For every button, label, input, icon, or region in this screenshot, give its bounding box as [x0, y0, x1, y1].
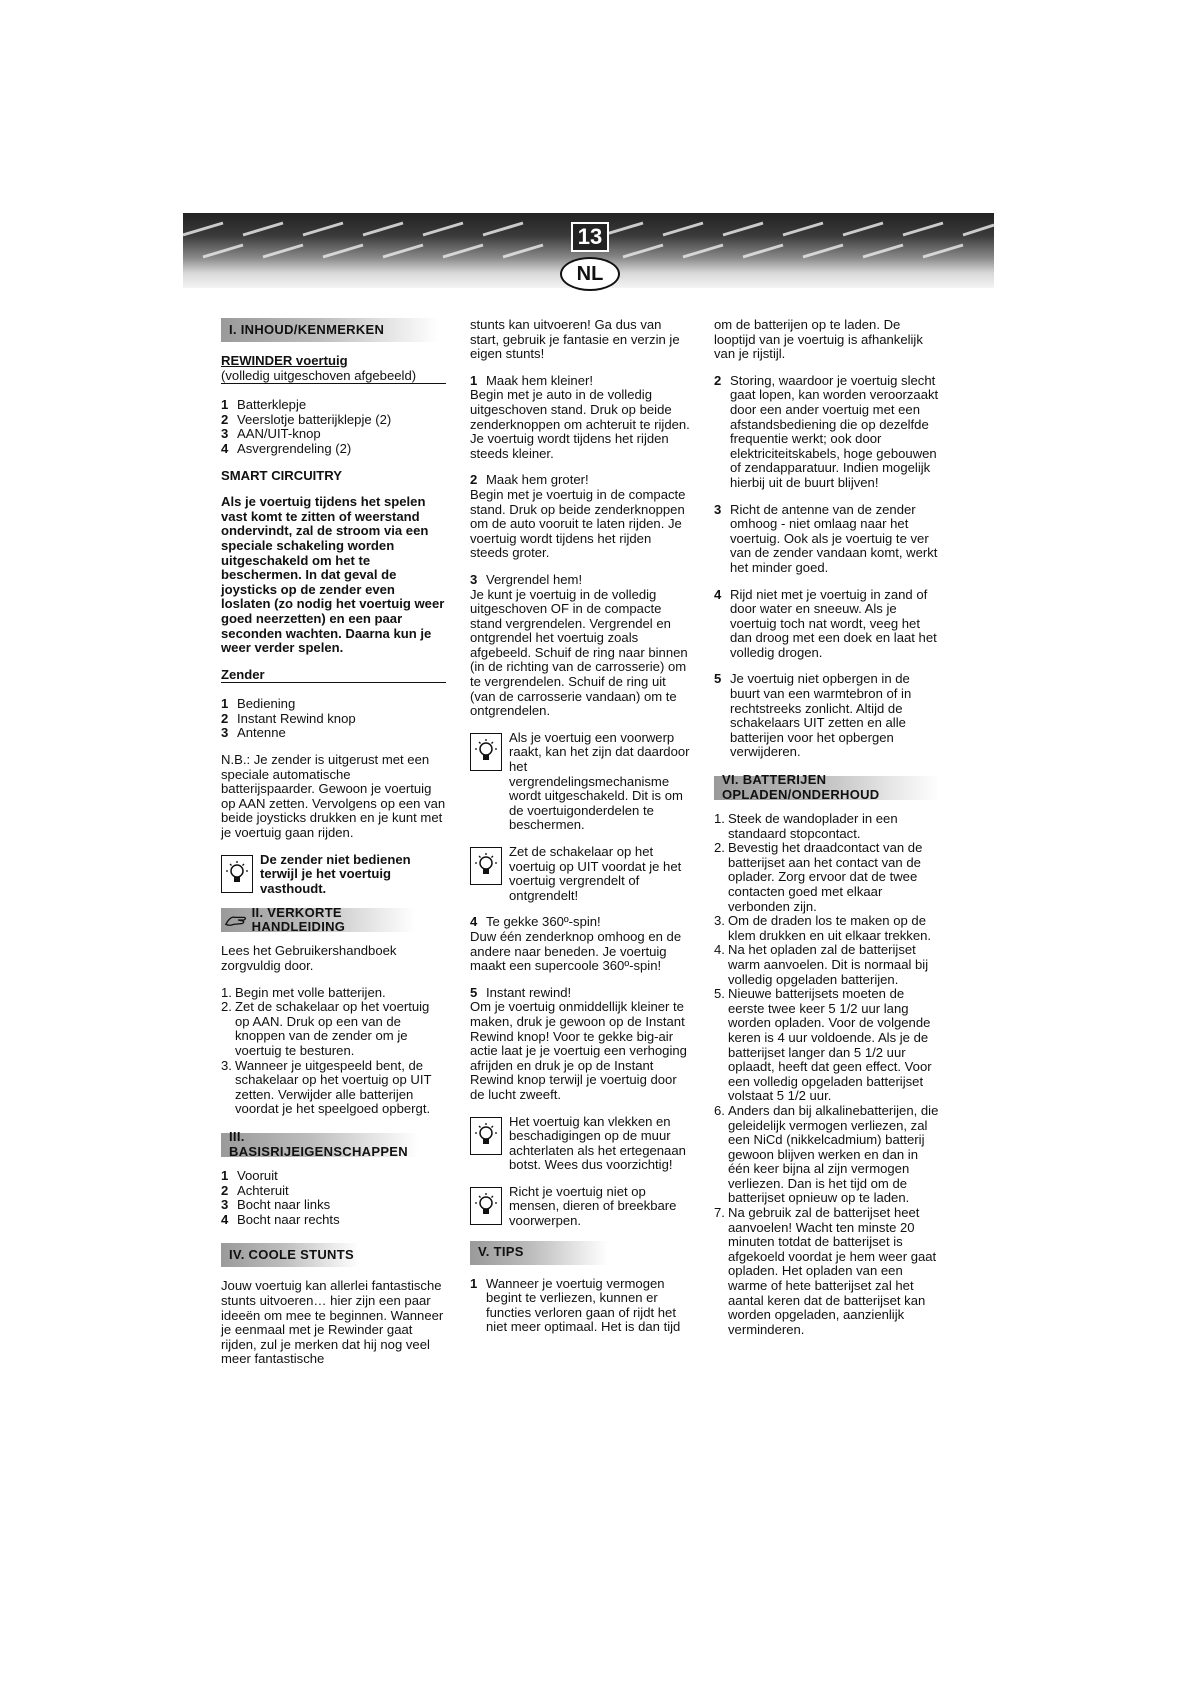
section-title-contents: I. INHOUD/KENMERKEN [221, 318, 439, 342]
list-item: 3 AAN/UIT-knop [221, 426, 321, 442]
stunt-grow: 2 Maak hem groter! Begin met je voertuig in de compacte stand. Druk op beide zenderknoppen om de auto vooruit te laten rijden. Je voertuig wordt tijdens het rijden steeds groter. [470, 472, 686, 561]
list-item: 3 Bocht naar links [221, 1197, 331, 1213]
smart-circuitry-title: SMART CIRCUITRY [221, 467, 342, 483]
list-item: 4 Bocht naar rechts [221, 1211, 340, 1227]
list-item: 2 Storing, waardoor je voertuig slecht gaat lopen, kan worden veroorzaakt door een ander voertuig met een afstandsbediening die op dezelfde frequentie werkt; ook door elektriciteitskabels, hoge gebouwen of zendapparatuur. Indien mogelijk hierbij uit de buurt blijven! [714, 372, 939, 490]
stunt-shrink: 1 Maak hem kleiner! Begin met je auto in de volledig uitgeschoven stand. Druk op beide zenderknoppen om achteruit te rijden. Je voertuig wordt tijdens het rijden steeds kleiner. [470, 372, 690, 461]
vehicle-subtitle: (volledig uitgeschoven afgebeeld) [221, 369, 446, 385]
stunts-intro: Jouw voertuig kan allerlei fantastische stunts uitvoeren… hier zijn een paar ideeën om mee te beginnen. Wanneer je eenmaal met je Rewinder gaat rijden, zul je merken dat hij nog veel meer fantastische [221, 1278, 444, 1367]
list-item: 3 Richt de antenne van de zender omhoog - niet omlaag naar het voertuig. Ook als je voertuig te ver van de zender vandaan komt, werkt het minder goed. [714, 501, 938, 575]
vehicle-parts-list [221, 398, 446, 456]
nb-text: N.B.: Je zender is uitgerust met een speciale automatische batterijspaarder. Gewoon je voertuig op AAN zetten. Vervolgens op een van beide joysticks drukken en je kunt met je voertuig gaan rijden. [221, 752, 446, 841]
list-item: 6. Anders dan bij alkalinebatterijen, die geleidelijk vermogen verliezen, zal een NiCd (nikkelcadmium) batterij gewoon blijven werken en dan in één keer bijna al zijn vermogen verliezen. Dan is het tijd om de batterijset opnieuw op te laden. [714, 1102, 939, 1206]
section-title-driving: III. BASISRIJEIGENSCHAPPEN [221, 1133, 419, 1157]
divider [221, 682, 446, 683]
list-item: 3 Antenne [221, 725, 286, 741]
lightbulb-icon [470, 847, 502, 885]
vehicle-title: REWINDER voertuig [221, 353, 348, 368]
transmitter-title: Zender [221, 666, 265, 682]
stunts-continued: stunts kan uitvoeren! Ga dus van start, gebruik je fantasie en verzin je eigen stunts! [470, 317, 680, 362]
list-item: 1. Steek de wandoplader in een standaard stopcontact. [714, 811, 898, 841]
warning-note: Richt je voertuig niet op mensen, dieren of breekbare voorwerpen. [470, 1185, 690, 1229]
list-item: 4 Rijd niet met je voertuig in zand of door water en sneeuw. Als je voertuig toch nat wordt, veeg het dan droog met een doek en laat het volledig drogen. [714, 586, 937, 660]
list-item: 4. Na het opladen zal de batterijset warm aanvoelen. Dit is normaal bij volledig opgeladen batterijen. [714, 942, 929, 987]
list-item: 1 Bediening [221, 696, 296, 712]
section-title-quickstart: II. VERKORTE HANDLEIDING [221, 908, 415, 932]
section-title-batteries: VI. BATTERIJEN OPLADEN/ONDERHOUD [714, 776, 940, 800]
quickstart-intro: Lees het Gebruikershandboek zorgvuldig door. [221, 943, 397, 973]
section-title-stunts: IV. COOLE STUNTS [221, 1243, 359, 1267]
list-item: 2 Achteruit [221, 1182, 289, 1198]
section-title-tips: V. TIPS [470, 1241, 608, 1265]
driving-list [221, 1169, 446, 1227]
lightbulb-icon [221, 855, 253, 893]
list-item: 1. Begin met volle batterijen. [221, 984, 386, 1000]
warning-note: Als je voertuig een voorwerp raakt, kan het zijn dat daardoor het vergrendelingsmechanisme wordt uitgeschakeld. Dit is om de voertuigonderdelen te beschermen. [470, 731, 690, 833]
battery-list [714, 812, 939, 1337]
lightbulb-icon [470, 1187, 502, 1225]
list-item: 2 Instant Rewind knop [221, 710, 356, 726]
hand-icon [225, 911, 248, 929]
list-item: 5 Je voertuig niet opbergen in de buurt van een warmtebron of in rechtstreeks zonlicht. Altijd de schakelaars UIT zetten en alle batterijen voor het opbergen verwijderen. [714, 671, 912, 760]
list-item: 1 Wanneer je voertuig vermogen begint te verliezen, kunnen er functies verloren gaan of rijdt het niet meer optimaal. Het is dan tijd [470, 1275, 681, 1335]
warning-note: De zender niet bedienen terwijl je het voertuig vasthoudt. [221, 853, 446, 897]
lightbulb-icon [470, 733, 502, 771]
list-item: 7. Na gebruik zal de batterijset heet aanvoelen! Wacht ten minste 20 minuten totdat de batterijset is afgekoeld voordat je hem weer gaat opladen. Het opladen van een warme of hete batterijset zal het aantal keren dat de batterijset kan worden opgeladen, aanzienlijk verminderen. [714, 1205, 937, 1337]
lightbulb-icon [470, 1117, 502, 1155]
transmitter-parts-list [221, 697, 446, 741]
list-item: 4 Asvergrendeling (2) [221, 440, 352, 456]
list-item: 5. Nieuwe batterijsets moeten de eerste twee keer 5 1/2 uur lang worden opladen. Voor de volgende keren is 4 uur voldoende. Als je de batterijset langer dan 5 1/2 uur oplaadt, heeft dat geen effect. Voor een volledig opgeladen batterijset volstaat 5 1/2 uur. [714, 986, 932, 1104]
list-item: 1 Vooruit [221, 1167, 278, 1183]
warning-note: Zet de schakelaar op het voertuig op UIT voordat je het voertuig vergrendelt of ontgrendelt! [470, 845, 690, 903]
warning-note: Het voertuig kan vlekken en beschadigingen op de muur achterlaten als het ertegenaan botst. Wees dus voorzichtig! [470, 1115, 690, 1173]
smart-circuitry-text: Als je voertuig tijdens het spelen vast komt te zitten of weerstand ondervindt, zal de stroom via een speciale schakeling worden uitgeschakeld om het te beschermen. In dat geval de joysticks op de zender even loslaten (zo nodig het voertuig weer goed neerzetten) en een paar seconden wachten. Daarna kun je weer verder spelen. [221, 494, 445, 656]
list-item: 3. Wanneer je uitgespeeld bent, de schakelaar op het voertuig op UIT zetten. Verwijder alle batterijen voordat je het speelgoed opbergt. [221, 1057, 432, 1117]
list-item: 2. Zet de schakelaar op het voertuig op AAN. Druk op een van de knoppen van de zender om je voertuig te besturen. [221, 999, 430, 1058]
list-item: 2. Bevestig het draadcontact van de batterijset aan het contact van de oplader. Zorg ervoor dat de twee contacten goed met elkaar verbonden zijn. [714, 840, 923, 914]
stunt-rewind: 5 Instant rewind! Om je voertuig onmiddellijk kleiner te maken, druk je gewoon op de Instant Rewind knop! Voor te gekke big-air actie laat je je voertuig een verhoging afrijden en druk je op de Instant Rewind knop terwijl je voertuig door de lucht zweeft. [470, 984, 687, 1102]
quickstart-list [221, 986, 446, 1117]
list-item: 1 Batterklepje [221, 397, 307, 413]
tips-continued: om de batterijen op te laden. De looptijd van je voertuig is afhankelijk van je rijstijl. [714, 317, 923, 362]
column-1 [221, 318, 446, 1379]
stunt-spin: 4 Te gekke 360º-spin! Duw één zenderknop omhoog en de andere naar beneden. Je voertuig maakt een supercoole 360º-spin! [470, 914, 682, 974]
list-item: 2 Veerslotje batterijklepje (2) [221, 411, 392, 427]
page-number: 13 [571, 222, 609, 252]
column-2 [470, 318, 690, 1335]
column-3 [714, 318, 939, 1337]
stunt-lock: 3 Vergrendel hem! Je kunt je voertuig in de volledig uitgeschoven OF in de compacte stand vergrendelen. Vergrendel en ontgrendel het voertuig zoals afgebeeld. Schuif de ring naar binnen (in de richting van de carrosserie) om te vergrendelen. Schuif de ring uit (van de carrosserie vandaan) om te ontgrendelen. [470, 571, 688, 719]
language-badge: NL [560, 257, 620, 291]
list-item: 3. Om de draden los te maken op de klem drukken en uit elkaar trekken. [714, 913, 932, 943]
